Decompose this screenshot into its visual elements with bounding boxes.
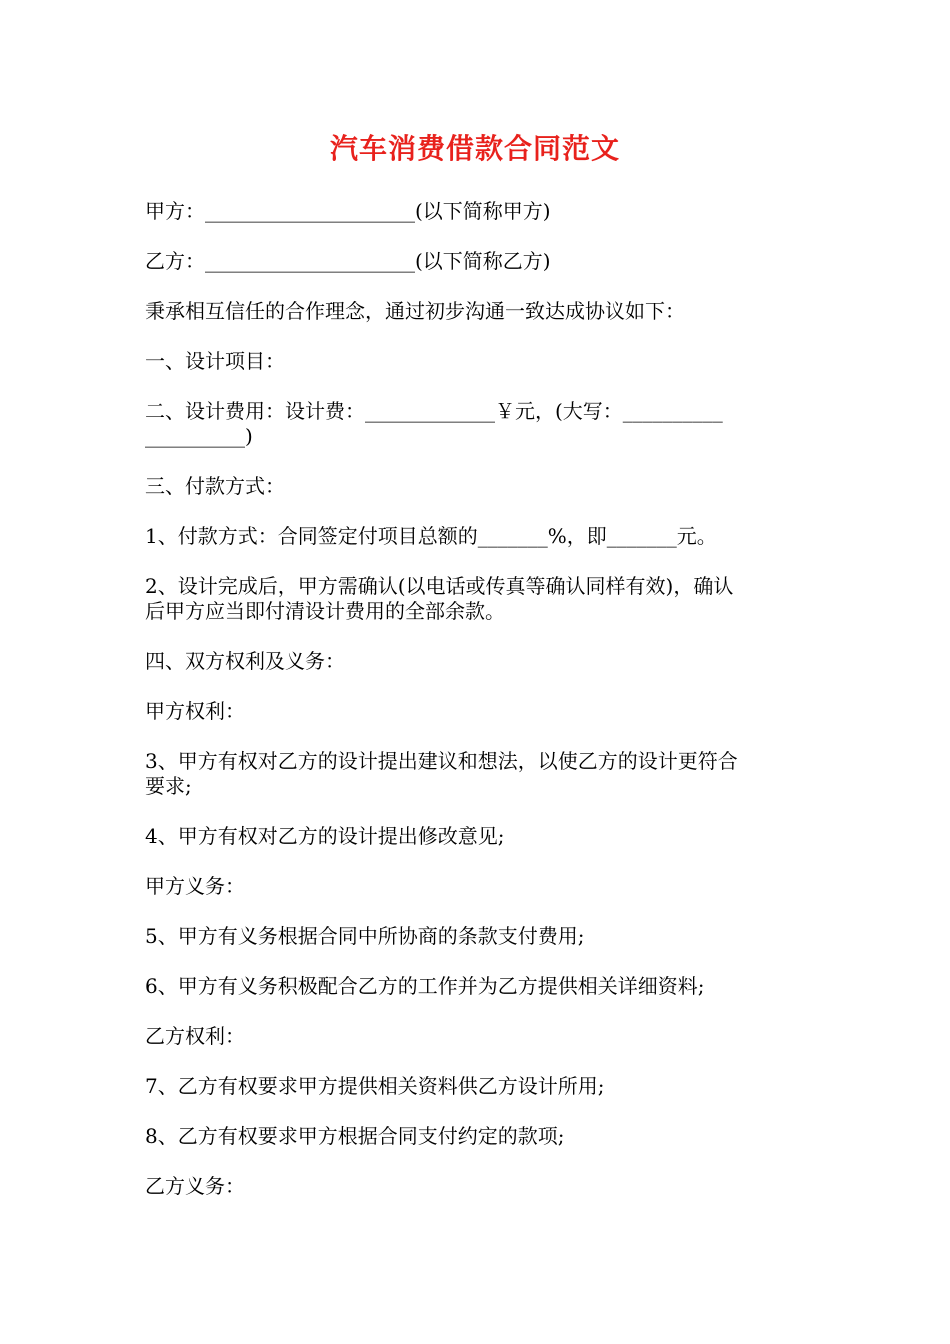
section-design-fee-line2: __________) (145, 424, 253, 448)
party-b-rights-heading: 乙方权利： (145, 1024, 245, 1048)
party-a-line: 甲方：_____________________(以下简称甲方) (145, 199, 551, 223)
clause-8: 8、乙方有权要求甲方根据合同支付约定的款项; (145, 1124, 565, 1148)
clause-1: 1、付款方式：合同签定付项目总额的_______%，即_______元。 (145, 524, 717, 548)
clause-6: 6、甲方有义务积极配合乙方的工作并为乙方提供相关详细资料; (145, 974, 705, 998)
party-b-duties-heading: 乙方义务： (145, 1174, 245, 1198)
intro-paragraph: 秉承相互信任的合作理念，通过初步沟通一致达成协议如下： (145, 299, 685, 323)
section-design-fee-line1: 二、设计费用：设计费：_____________￥元，(大写：__________ (145, 399, 723, 423)
clause-5: 5、甲方有义务根据合同中所协商的条款支付费用; (145, 924, 585, 948)
clause-2-line2: 后甲方应当即付清设计费用的全部余款。 (145, 599, 505, 623)
clause-3-line1: 3、甲方有权对乙方的设计提出建议和想法，以使乙方的设计更符合 (145, 749, 738, 773)
clause-3-line2: 要求; (145, 774, 192, 798)
party-a-duties-heading: 甲方义务： (145, 874, 245, 898)
clause-2-line1: 2、设计完成后，甲方需确认(以电话或传真等确认同样有效)，确认 (145, 574, 734, 598)
section-payment-method: 三、付款方式： (145, 474, 285, 498)
party-a-rights-heading: 甲方权利： (145, 699, 245, 723)
section-design-project: 一、设计项目： (145, 349, 285, 373)
document-title: 汽车消费借款合同范文 (329, 132, 620, 165)
section-rights-duties: 四、双方权利及义务： (145, 649, 345, 673)
clause-7: 7、乙方有权要求甲方提供相关资料供乙方设计所用; (145, 1074, 605, 1098)
clause-4: 4、甲方有权对乙方的设计提出修改意见; (145, 824, 505, 848)
party-b-line: 乙方：_____________________(以下简称乙方) (145, 249, 551, 273)
